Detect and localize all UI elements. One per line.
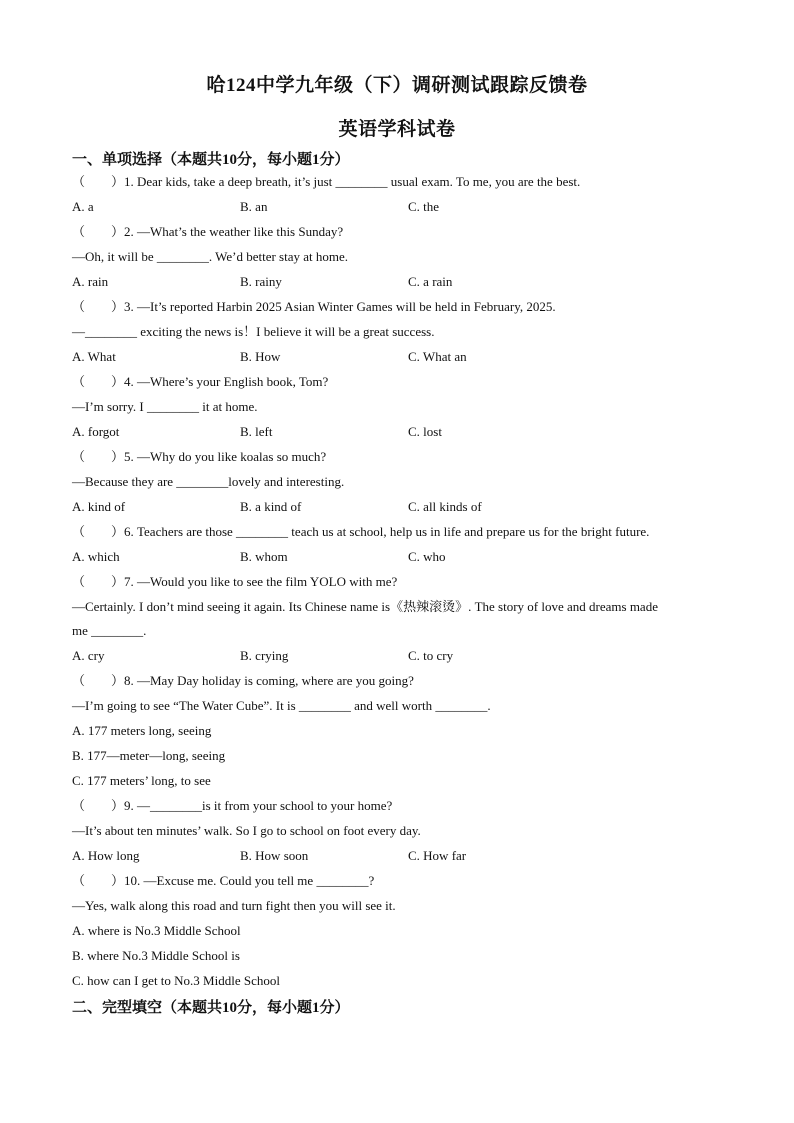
question-10-option-a: A. where is No.3 Middle School (72, 923, 241, 938)
question-1-stem: （ ）1. Dear kids, take a deep breath, it’s just ________ usual exam. To me, you are the best. (72, 174, 581, 189)
question-10-option-c: C. how can I get to No.3 Middle School (72, 973, 280, 988)
question-4-stem: （ ）4. —Where’s your English book, Tom? (72, 374, 329, 389)
option-b: B. How (240, 349, 281, 364)
question-7-line-continued: me ________. (72, 623, 147, 638)
question-6-stem: （ ）6. Teachers are those ________ teach us at school, help us in life and prepare us for the bright future. (72, 524, 650, 539)
question-10-stem: （ ）10. —Excuse me. Could you tell me ________? (72, 873, 375, 888)
question-5-stem: （ ）5. —Why do you like koalas so much? (72, 449, 327, 464)
option-c: C. How far (408, 848, 467, 863)
option-a: A. forgot (72, 424, 120, 439)
section-heading-2: 二、完型填空（本题共10分，每小题1分） (72, 1000, 350, 1016)
question-8-option-a: A. 177 meters long, seeing (72, 723, 212, 738)
question-4-options (72, 423, 712, 441)
exam-title: 哈124中学九年级（下）调研测试跟踪反馈卷 (206, 75, 588, 96)
option-b: B. whom (240, 549, 288, 564)
section-heading-1: 一、单项选择（本题共10分，每小题1分） (72, 152, 350, 168)
question-2-options (72, 273, 712, 291)
question-3-line: —________ exciting the news is！I believe it will be a great success. (72, 324, 435, 339)
question-6-options (72, 548, 712, 566)
question-10-line: —Yes, walk along this road and turn fight then you will see it. (72, 898, 396, 913)
option-c: C. a rain (408, 274, 453, 289)
option-b: B. rainy (240, 274, 282, 289)
question-10-option-b: B. where No.3 Middle School is (72, 948, 240, 963)
question-2-line: —Oh, it will be ________. We’d better stay at home. (72, 249, 348, 264)
question-8-option-c: C. 177 meters’ long, to see (72, 773, 211, 788)
question-9-line: —It’s about ten minutes’ walk. So I go to school on foot every day. (72, 823, 421, 838)
option-a: A. rain (72, 274, 109, 289)
question-4-line: —I’m sorry. I ________ it at home. (72, 399, 258, 414)
question-1-options (72, 198, 712, 216)
question-7-stem: （ ）7. —Would you like to see the film YOLO with me? (72, 574, 398, 589)
option-b: B. left (240, 424, 273, 439)
option-c: C. the (408, 199, 440, 214)
option-c: C. What an (408, 349, 467, 364)
question-8-stem: （ ）8. —May Day holiday is coming, where are you going? (72, 673, 414, 688)
question-2-stem: （ ）2. —What’s the weather like this Sunday? (72, 224, 344, 239)
option-c: C. to cry (408, 648, 454, 663)
exam-subtitle: 英语学科试卷 (338, 119, 456, 140)
option-b: B. an (240, 199, 268, 214)
option-a: A. What (72, 349, 116, 364)
question-3-options (72, 348, 712, 366)
option-b: B. a kind of (240, 499, 302, 514)
question-9-options (72, 847, 712, 865)
option-c: C. all kinds of (408, 499, 482, 514)
question-7-line: —Certainly. I don’t mind seeing it again. Its Chinese name is《热辣滚烫》. The story of love and dreams made (72, 599, 658, 614)
option-a: A. cry (72, 648, 105, 663)
question-8-line: —I’m going to see “The Water Cube”. It is ________ and well worth ________. (72, 698, 491, 713)
question-5-line: —Because they are ________lovely and interesting. (72, 474, 345, 489)
question-9-stem: （ ）9. —________is it from your school to your home? (72, 798, 393, 813)
option-c: C. who (408, 549, 446, 564)
question-3-stem: （ ）3. —It’s reported Harbin 2025 Asian Winter Games will be held in February, 2025. (72, 299, 556, 314)
option-b: B. crying (240, 648, 289, 663)
option-c: C. lost (408, 424, 442, 439)
question-5-options (72, 498, 712, 516)
option-b: B. How soon (240, 848, 309, 863)
option-a: A. a (72, 199, 94, 214)
question-8-option-b: B. 177—meter—long, seeing (72, 748, 226, 763)
option-a: A. How long (72, 848, 140, 863)
question-7-options (72, 647, 712, 665)
option-a: A. kind of (72, 499, 126, 514)
option-a: A. which (72, 549, 120, 564)
